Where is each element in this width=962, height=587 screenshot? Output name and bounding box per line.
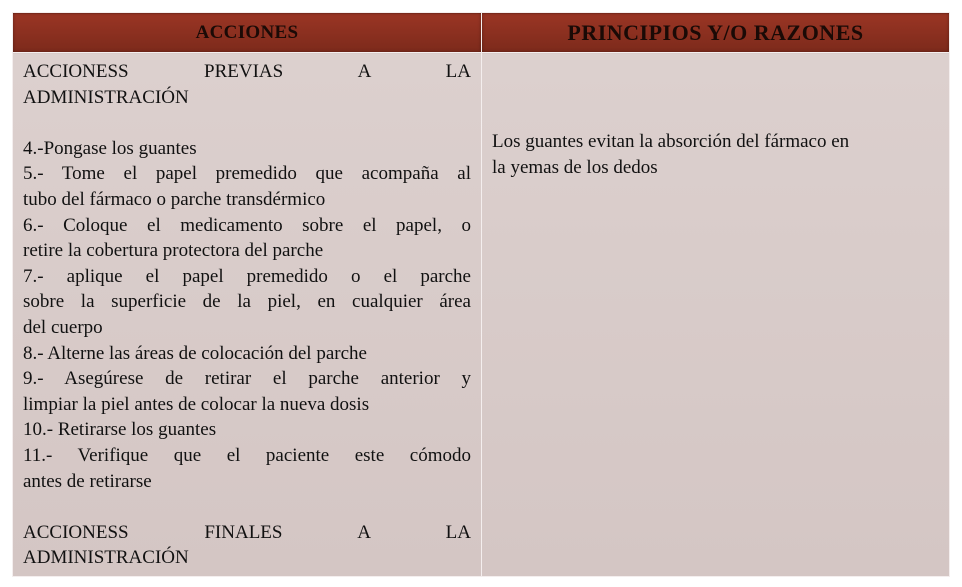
step-6-line1: 6.- Coloque el medicamento sobre el papel, o	[23, 214, 471, 236]
reason-line1: Los guantes evitan la absorción del fármaco en	[492, 131, 850, 152]
step-4: 4.-Pongase los guantes	[23, 137, 197, 159]
step-8: 8.- Alterne las áreas de colocación del parche	[23, 342, 367, 364]
step-5-line2: tubo del fármaco o parche transdérmico	[23, 188, 326, 210]
step-10: 10.- Retirarse los guantes	[23, 419, 217, 441]
previas-heading-line1: ACCIONESS PREVIAS A LA	[23, 61, 471, 82]
step-7-line1: 7.- aplique el papel premedido o el parche	[23, 265, 471, 287]
step-6-line2: retire la cobertura protectora del parche	[23, 240, 324, 262]
table-header-row	[13, 13, 950, 53]
step-11-line2: antes de retirarse	[23, 470, 152, 492]
step-11-line1: 11.- Verifique que el paciente este cómodo	[23, 444, 471, 466]
step-5-line1: 5.- Tome el papel premedido que acompaña al	[23, 163, 471, 185]
procedure-table	[12, 12, 950, 577]
header-reasons: PRINCIPIOS Y/O RAZONES	[482, 13, 950, 53]
step-7-line3: del cuerpo	[23, 316, 103, 338]
step-7-line2: sobre la superficie de la piel, en cualquier área	[23, 291, 471, 313]
actions-cell	[13, 53, 482, 577]
step-9-line1: 9.- Asegúrese de retirar el parche anterior y	[23, 368, 471, 390]
reason-line2: la yemas de los dedos	[492, 156, 658, 178]
spacer	[492, 59, 939, 129]
spacer	[23, 494, 471, 520]
finales-heading-line1: ACCIONESS FINALES A LA	[23, 521, 471, 543]
finales-heading-line2: ADMINISTRACIÓN	[23, 547, 189, 569]
spacer	[23, 110, 471, 136]
reasons-cell	[482, 53, 950, 577]
step-9-line2: limpiar la piel antes de colocar la nueva dosis	[23, 393, 370, 415]
header-actions: ACCIONES	[13, 13, 482, 53]
previas-heading-line2: ADMINISTRACIÓN	[23, 86, 189, 108]
table-row	[13, 53, 950, 577]
